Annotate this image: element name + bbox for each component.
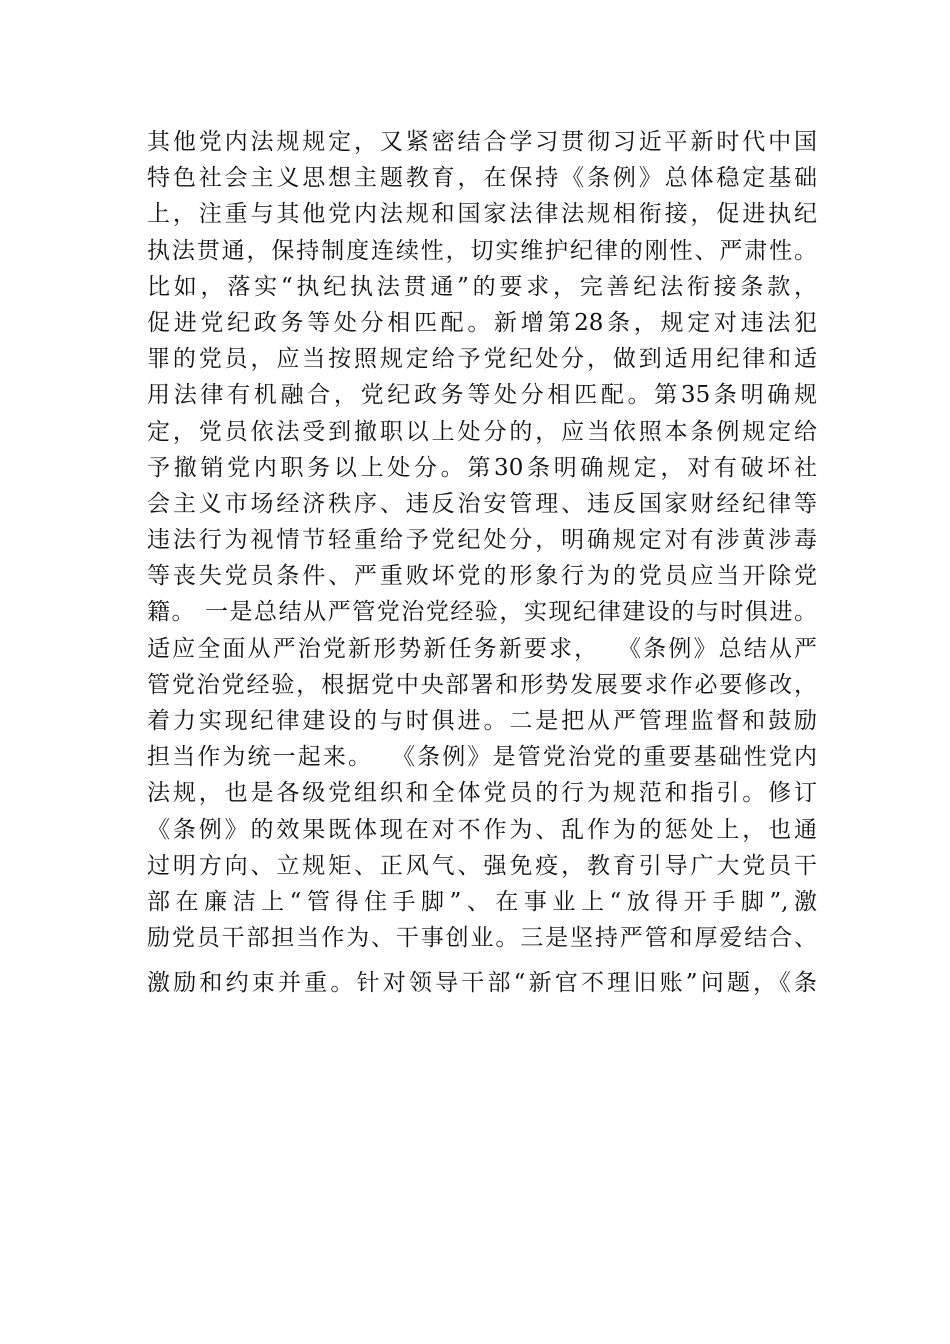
text-line: 比如，落实“执纪执法贯通”的要求，完善纪法衔接条款， [147,273,817,300]
text-line: 特色社会主义思想主题教育，在保持《条例》总体稳定基础 [147,165,817,192]
text-line: 会主义市场经济秩序、违反治安管理、违反国家财经纪律等 [147,490,817,517]
text-line: 过明方向、立规矩、正风气、强免疫，教育引导广大党员干 [147,852,817,879]
text-line: 适应全面从严治党新形势新任务新要求， 《条例》总结从严 [147,635,817,662]
text-line: 《条例》的效果既体现在对不作为、乱作为的惩处上，也通 [147,816,817,843]
text-line: 等丧失党员条件、严重败坏党的形象行为的党员应当开除党 [147,563,817,590]
text-line: 励党员干部担当作为、干事创业。三是坚持严管和厚爱结合、 [147,925,817,952]
body-text [147,124,817,1002]
text-line: 违法行为视情节轻重给予党纪处分，明确规定对有涉黄涉毒 [147,527,817,554]
text-line: 用法律有机融合，党纪政务等处分相匹配。第35条明确规 [147,382,817,409]
text-line: 促进党纪政务等处分相匹配。新增第28条，规定对违法犯 [147,309,817,336]
text-line: 执法贯通，保持制度连续性，切实维护纪律的刚性、严肃性。 [147,237,817,264]
text-line: 激励和约束并重。针对领导干部“新官不理旧账”问题，《条 [147,970,817,997]
text-line: 予撤销党内职务以上处分。第30条明确规定，对有破坏社 [147,454,817,481]
text-line: 部在廉洁上“管得住手脚”、在事业上“放得开手脚”,激 [147,888,817,915]
text-line: 法规，也是各级党组织和全体党员的行为规范和指引。修订 [147,780,817,807]
text-line: 上，注重与其他党内法规和国家法律法规相衔接，促进执纪 [147,201,817,228]
text-line: 罪的党员，应当按照规定给予党纪处分，做到适用纪律和适 [147,346,817,373]
text-line: 管党治党经验，根据党中央部署和形势发展要求作必要修改， [147,671,817,698]
text-line: 担当作为统一起来。 《条例》是管党治党的重要基础性党内 [147,744,817,771]
text-line: 定，党员依法受到撤职以上处分的，应当依照本条例规定给 [147,418,817,445]
text-line: 着力实现纪律建设的与时俱进。二是把从严管理监督和鼓励 [147,708,817,734]
text-line: 其他党内法规规定，又紧密结合学习贯彻习近平新时代中国 [147,129,817,155]
text-line: 籍。 一是总结从严管党治党经验，实现纪律建设的与时俱进。 [147,599,817,626]
